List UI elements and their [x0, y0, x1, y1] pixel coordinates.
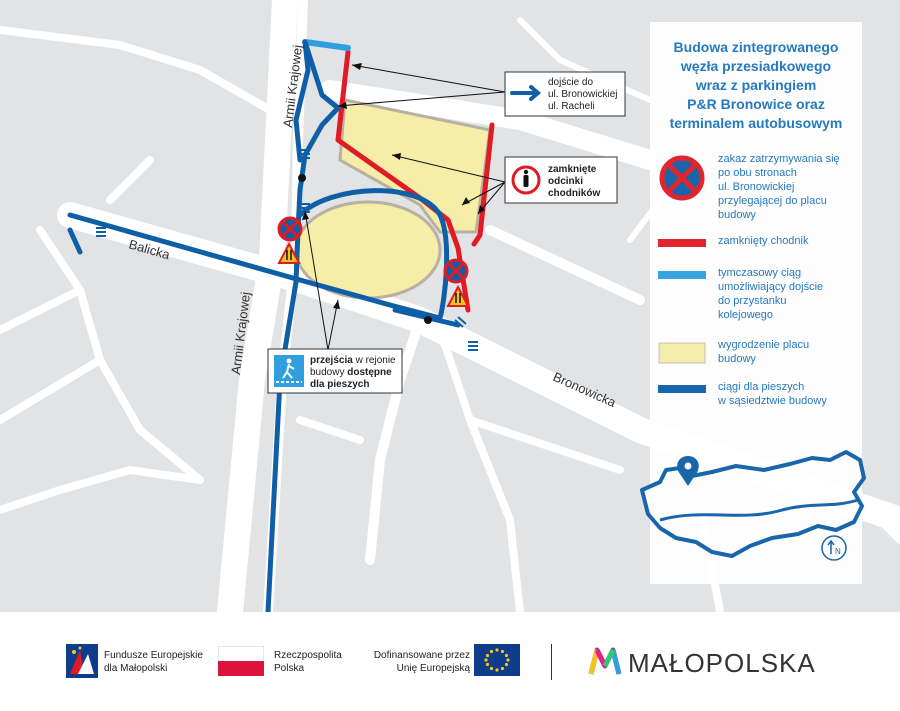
- callout-zamkniete: [505, 157, 617, 203]
- no-stopping-sign-icon: [445, 260, 467, 282]
- callout-dojscie-line3: ul. Racheli: [548, 101, 595, 112]
- callout-zamkniete-line3: chodników: [548, 188, 601, 199]
- malopolska-wordmark: MAŁOPOLSKA: [628, 648, 816, 678]
- legend-text-closed-sidewalk: zamknięty chodnik: [718, 235, 809, 247]
- street-label-armii-krajowej-south: Armii Krajowej: [228, 291, 254, 376]
- dark-blue-line-icon: [658, 382, 706, 396]
- pedestrian-crossing-icon: [274, 355, 304, 387]
- red-line-icon: [658, 236, 706, 250]
- light-blue-line-icon: [658, 268, 706, 282]
- eu-text: Dofinansowane przez Unię Europejską: [373, 650, 470, 674]
- callout-dojscie-line1: dojście do: [548, 77, 594, 88]
- callout-przejscia-line2: budowy dostępne: [310, 367, 392, 378]
- legend-text-temporary-path: tymczasowy ciąg umożliwiający dojście do przystanku kolejowego: [718, 267, 824, 321]
- malopolska-logo-icon: [588, 646, 622, 676]
- callout-przejscia-line3: dla pieszych: [310, 379, 370, 390]
- callout-zamkniete-line1: zamknięte: [548, 164, 597, 175]
- legend-title: Budowa zintegrowanego węzła przesiadkowego wraz z parkingiem P&R Bronowice oraz terminalem autobusowym: [669, 39, 843, 131]
- footer: [0, 612, 900, 711]
- street-label-balicka: Balicka: [127, 236, 172, 263]
- legend-text-pedestrian-paths: ciągi dla pieszych w sąsiedztwie budowy: [718, 381, 827, 407]
- legend-text-no-stopping: zakaz zatrzymywania się po obu stronach ul. Bronowickiej przylegającej do placu budowy: [718, 153, 840, 221]
- pedestrian-prohibited-icon: [513, 167, 539, 193]
- footer-divider: [551, 644, 552, 680]
- callout-przejscia-line1: przejścia w rejonie: [310, 355, 396, 366]
- fe-logo-icon: [66, 644, 98, 678]
- no-stopping-sign-icon: [279, 218, 301, 240]
- callout-dojscie-line2: ul. Bronowickiej: [548, 89, 618, 100]
- legend-text-construction: wygrodzenie placu budowy: [718, 339, 810, 365]
- eu-flag-icon: [474, 644, 520, 676]
- callout-zamkniete-line2: odcinki: [548, 176, 584, 187]
- street-label-armii-krajowej-north: Armii Krajowej: [280, 44, 306, 129]
- no-stopping-sign-icon: [658, 154, 706, 202]
- street-label-bronowicka: Bronowicka: [550, 369, 619, 411]
- legend-panel: [650, 22, 862, 584]
- compass-icon: [820, 534, 848, 562]
- callout-przejscia: [268, 349, 402, 393]
- callout-dojscie: [505, 72, 625, 116]
- yellow-area-icon: [658, 342, 706, 364]
- rp-text: Rzeczpospolita Polska: [274, 650, 342, 674]
- polish-flag-icon: [218, 646, 264, 676]
- pedestrian-node: [424, 316, 432, 324]
- fe-text: Fundusze Europejskie dla Małopolski: [104, 650, 203, 674]
- compass-label: N: [835, 547, 841, 556]
- pedestrian-node: [298, 174, 306, 182]
